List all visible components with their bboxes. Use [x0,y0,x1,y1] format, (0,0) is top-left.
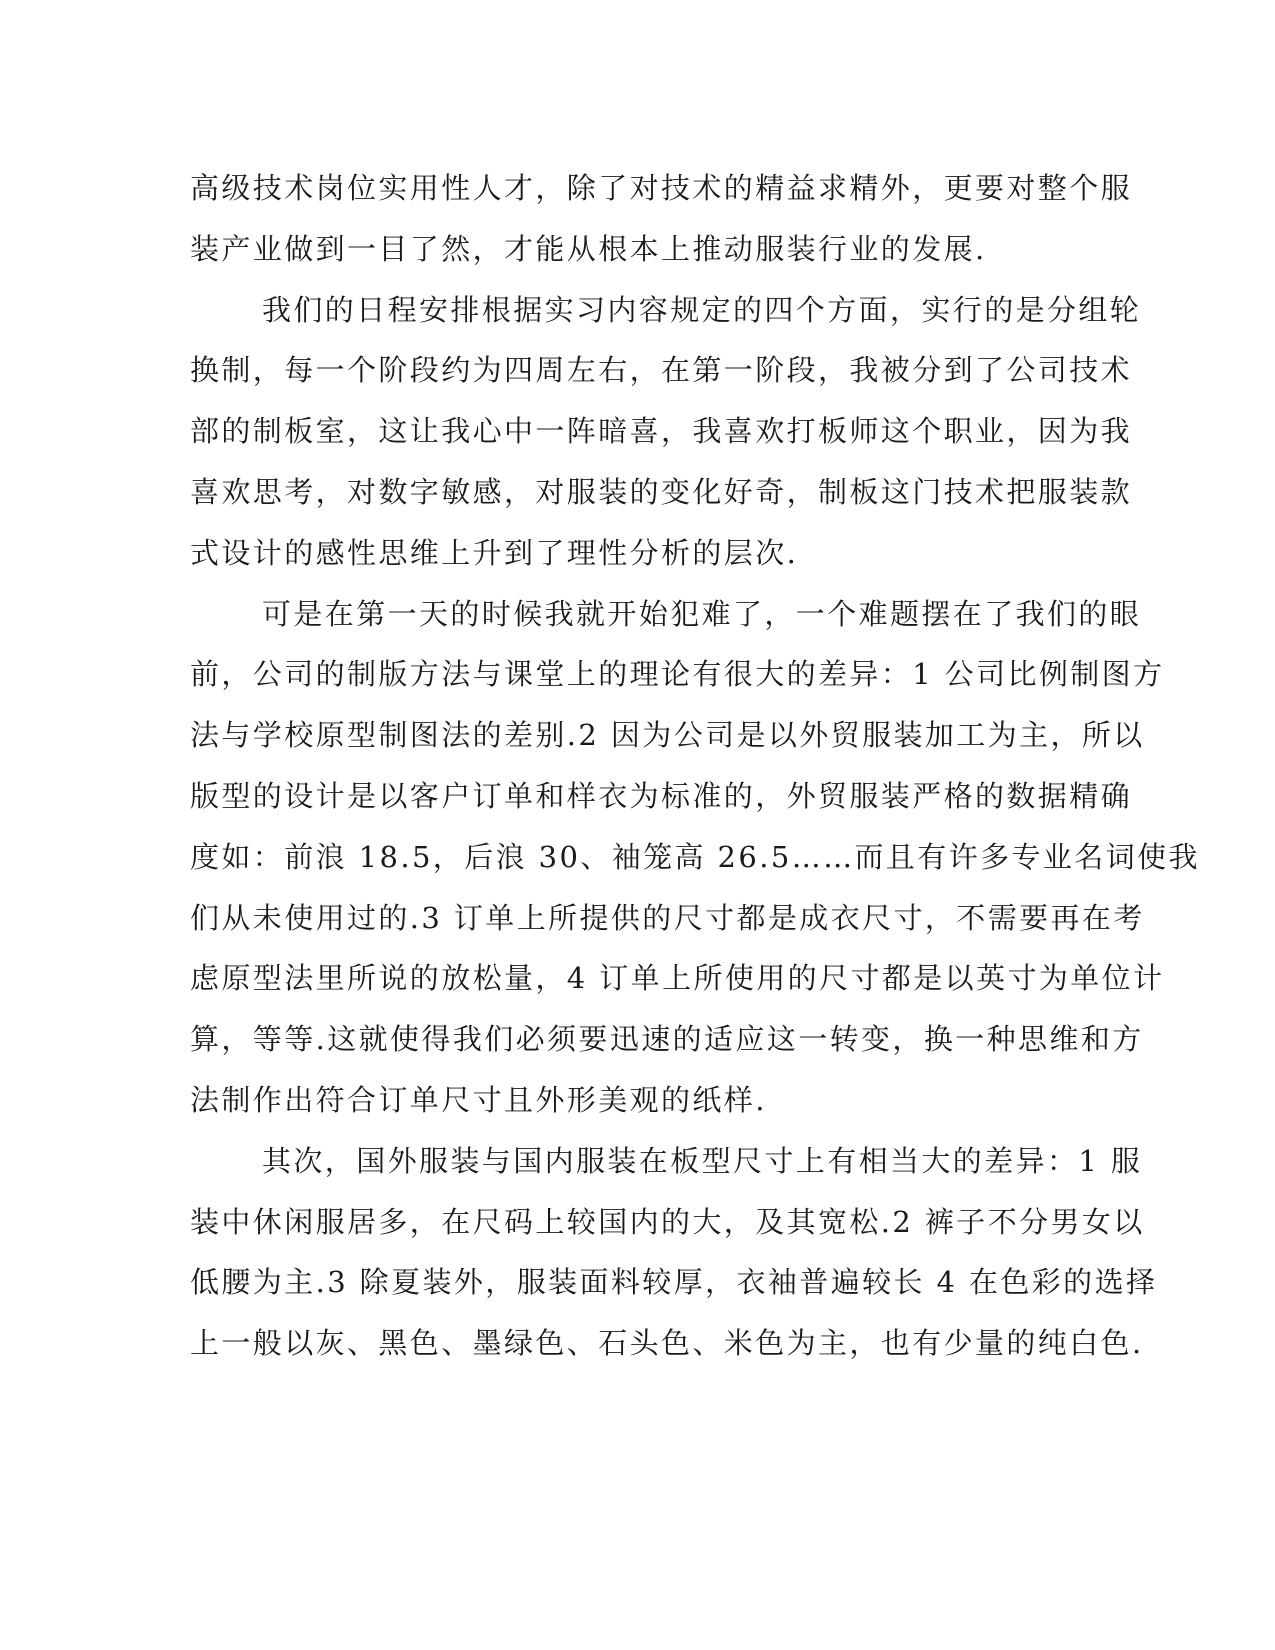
paragraph-first-line: 可是在第一天的时候我就开始犯难了，一个难题摆在了我们的眼 [262,596,1142,631]
text-line: 部的制板室，这让我心中一阵暗喜，我喜欢打板师这个职业，因为我 [190,414,1133,449]
text-line: 虑原型法里所说的放松量，4 订单上所使用的尺寸都是以英寸为单位计 [190,961,1165,996]
text-line: 低腰为主.3 除夏装外，服装面料较厚，衣袖普遍较长 4 在色彩的选择 [190,1265,1158,1300]
text-line: 算，等等.这就使得我们必须要迅速的适应这一转变，换一种思维和方 [190,1022,1144,1057]
text-line: 法制作出符合订单尺寸且外形美观的纸样. [190,1082,767,1117]
text-line: 换制，每一个阶段约为四周左右，在第一阶段，我被分到了公司技术 [190,353,1133,388]
text-line: 高级技术岗位实用性人才，除了对技术的精益求精外，更要对整个服 [190,171,1133,205]
text-line: 度如：前浪 18.5，后浪 30、袖笼高 26.5……而且有许多专业名词使我 [190,839,1200,874]
body-text [190,158,1200,1374]
text-line: 上一般以灰、黑色、墨绿色、石头色、米色为主，也有少量的纯白色. [190,1326,1144,1361]
text-line: 版型的设计是以客户订单和样衣为标准的，外贸服装严格的数据精确 [190,778,1133,813]
text-line: 喜欢思考，对数字敏感，对服装的变化好奇，制板这门技术把服装款 [190,474,1133,509]
text-line: 装中休闲服居多，在尺码上较国内的大，及其宽松.2 裤子不分男女以 [190,1204,1145,1239]
text-line: 装产业做到一目了然，才能从根本上推动服装行业的发展. [190,231,987,266]
text-line: 前，公司的制版方法与课堂上的理论有很大的差异：1 公司比例制图方 [190,657,1165,692]
paragraph-first-line: 我们的日程安排根据实习内容规定的四个方面，实行的是分组轮 [262,292,1142,327]
text-line: 法与学校原型制图法的差别.2 因为公司是以外贸服装加工为主，所以 [190,718,1145,753]
paragraph-first-line: 其次，国外服装与国内服装在板型尺寸上有相当大的差异：1 服 [262,1143,1143,1178]
text-line: 式设计的感性思维上升到了理性分析的层次. [190,535,799,570]
text-line: 们从未使用过的.3 订单上所提供的尺寸都是成衣尺寸，不需要再在考 [190,900,1145,935]
